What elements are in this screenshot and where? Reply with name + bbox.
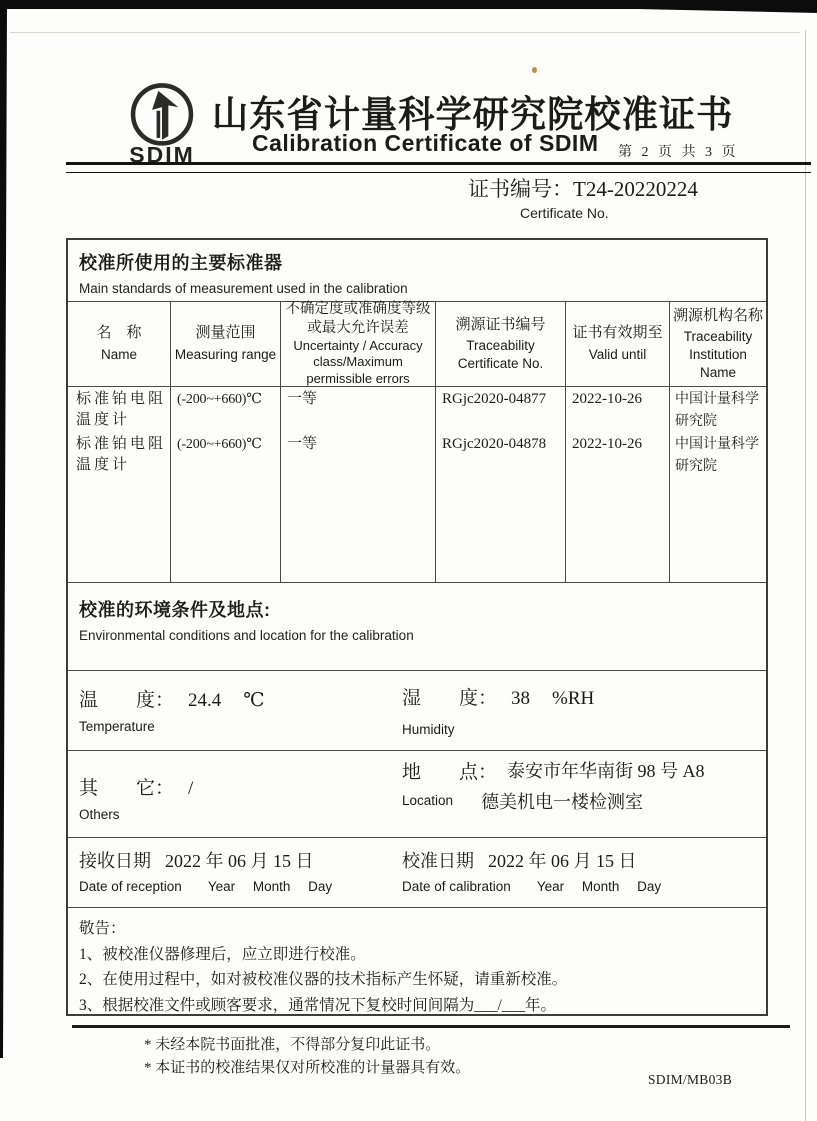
col-header-cert-no-en: Traceability Certificate No. [457, 338, 544, 371]
body-col-valid-until [566, 387, 670, 582]
body-col-accuracy [281, 387, 436, 582]
temp-humidity-row [68, 670, 766, 750]
logo-text: SDIM [129, 142, 195, 168]
col-header-uncertainty-cn: 不确定度或准确度等级或最大允许误差 [285, 300, 431, 336]
body-col-name [68, 387, 171, 582]
temperature-unit: ℃ [243, 690, 265, 711]
environment-section-header [68, 582, 766, 670]
footnote-1: * 未经本院书面批准，不得部分复印此证书。 [144, 1037, 441, 1053]
col-header-cert-no [436, 302, 566, 386]
certificate-number-value: T24-20220224 [573, 177, 698, 201]
col-header-valid-until [566, 302, 670, 386]
others-location-row [68, 750, 766, 837]
col-header-uncertainty [281, 302, 436, 386]
dates-row [68, 837, 766, 907]
col-header-cert-no-cn: 溯源证书编号 [455, 316, 546, 333]
standards-table-body [68, 386, 766, 582]
col-header-range [171, 302, 281, 386]
humidity-unit: %RH [552, 688, 595, 709]
form-code: SDIM/MB03B [648, 1072, 733, 1087]
location-line2: 德美机电一楼检测室 [481, 792, 644, 812]
environment-title-cn: 校准的环境条件及地点: [79, 600, 271, 620]
reception-date-label-en: Date of reception [79, 879, 182, 894]
notice-section [68, 907, 766, 1017]
footer-divider [72, 1025, 790, 1028]
standards-title-en: Main standards of measurement used in the calibration [79, 281, 408, 296]
standards-title-cn: 校准所使用的主要标准器 [79, 253, 283, 273]
header-divider [66, 162, 811, 173]
others-label-en: Others [79, 807, 120, 822]
humidity-value: 38 [511, 688, 531, 709]
table-cell-name-row1: 标准铂电阻温度计 [76, 391, 167, 428]
col-header-uncertainty-en: Uncertainty / Accuracy class/Maximum permissible errors [293, 337, 423, 387]
scan-edge-left [0, 0, 9, 1058]
certificate-number-label-cn: 证书编号： [468, 177, 573, 201]
col-header-institution-en: Traceability Institution Name [683, 329, 753, 380]
humidity-label-en: Humidity [402, 722, 455, 737]
table-cell-cert-no-row1: RGjc2020-04877 [442, 391, 547, 407]
col-header-valid-until-en: Valid until [588, 346, 647, 362]
page-number-info: 第 2 页 共 3 页 [618, 145, 739, 160]
body-col-cert-no [436, 387, 566, 582]
environment-title-en: Environmental conditions and location for the calibration [79, 628, 414, 643]
col-header-name-en: Name [100, 346, 137, 362]
calibration-date-units-en: Year Month Day [536, 879, 662, 894]
others-block [79, 773, 193, 822]
certificate-number-label-en: Certificate No. [520, 205, 609, 221]
table-cell-range-row2: (-200~+660)℃ [177, 437, 262, 452]
location-block [402, 757, 705, 814]
standards-table-header [68, 301, 766, 386]
reception-date-value: 2022 年 06 月 15 日 [165, 851, 314, 871]
temperature-label-en: Temperature [79, 719, 155, 734]
others-label-cn: 其 它： [79, 778, 175, 799]
col-header-institution [670, 302, 766, 386]
table-cell-accuracy-row1: 一等 [287, 391, 318, 407]
reception-date-label-cn: 接收日期 [79, 851, 151, 871]
col-header-institution-cn: 溯源机构名称 [673, 307, 764, 324]
calibration-date-block [402, 847, 661, 894]
scan-edge-top [0, 0, 817, 14]
certificate-number-line [468, 173, 698, 203]
col-header-range-en: Measuring range [174, 346, 277, 362]
table-cell-institution-row2: 中国计量科学研究院 [675, 437, 759, 474]
table-cell-accuracy-row2: 一等 [287, 436, 318, 452]
col-header-name [68, 302, 171, 386]
temperature-value: 24.4 [188, 690, 222, 711]
scan-speck [532, 67, 537, 73]
location-label-cn: 地 点： [402, 762, 498, 783]
table-cell-valid-until-row2: 2022-10-26 [572, 436, 642, 452]
humidity-label-cn: 湿 度： [402, 688, 498, 709]
footnote-2: * 本证书的校准结果仅对所校准的计量器具有效。 [144, 1060, 471, 1076]
table-cell-range-row1: (-200~+660)℃ [177, 392, 262, 407]
table-cell-cert-no-row2: RGjc2020-04878 [442, 436, 547, 452]
temperature-label-cn: 温 度： [79, 690, 175, 711]
reception-date-units-en: Year Month Day [207, 879, 333, 894]
notice-item-3: 3、根据校准文件或顾客要求，通常情况下复校时间间隔为___/___年。 [79, 996, 557, 1014]
standards-section-header [68, 240, 766, 301]
notice-title: 敬告： [79, 920, 126, 937]
col-header-valid-until-cn: 证书有效期至 [572, 325, 663, 342]
table-cell-valid-until-row1: 2022-10-26 [572, 391, 642, 407]
humidity-block [402, 683, 594, 737]
certificate-title-cn: 山东省计量科学研究院校准证书 [212, 95, 734, 136]
table-cell-institution-row1: 中国计量科学研究院 [675, 392, 759, 429]
calibration-date-value: 2022 年 06 月 15 日 [488, 851, 637, 871]
reception-date-block [79, 847, 332, 894]
certificate-body [66, 238, 768, 1016]
location-label-en: Location [402, 793, 454, 808]
calibration-date-label-cn: 校准日期 [402, 851, 474, 871]
temperature-block [79, 685, 265, 734]
scan-page-edge [10, 32, 800, 33]
body-col-range [171, 387, 281, 582]
notice-item-2: 2、在使用过程中，如对被校准仪器的技术指标产生怀疑，请重新校准。 [79, 971, 568, 988]
certificate-title-en: Calibration Certificate of SDIM [252, 130, 599, 156]
table-cell-name-row2: 标准铂电阻温度计 [76, 436, 167, 473]
scan-edge-right [805, 30, 806, 1121]
col-header-name-cn: 名 称 [96, 325, 142, 342]
body-col-institution [670, 387, 766, 582]
sdim-logo [114, 80, 210, 172]
calibration-date-label-en: Date of calibration [402, 879, 511, 894]
others-value: / [188, 778, 194, 799]
notice-item-1: 1、被校准仪器修理后，应立即进行校准。 [79, 945, 366, 963]
location-line1: 泰安市年华南街 98 号 A8 [507, 761, 705, 781]
col-header-range-cn: 测量范围 [195, 325, 256, 342]
